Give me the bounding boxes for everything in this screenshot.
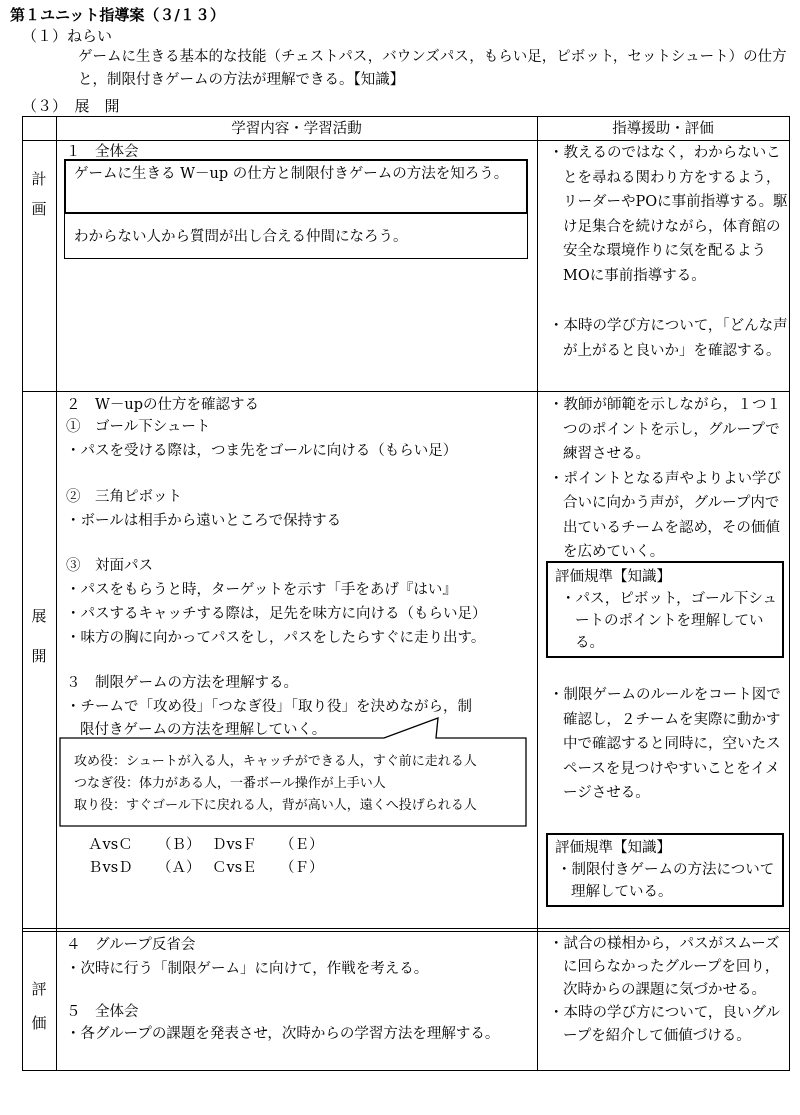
step-5-heading: ５ 全体会 (66, 1004, 139, 1020)
evaluation-criteria-1-text: ・パス，ピボット，ゴール下シュートのポイントを理解している。 (561, 591, 778, 651)
matchup-2-game-b: ＣvsＥ (212, 860, 257, 876)
develop-support-1 (549, 393, 789, 565)
section-development-heading: （３） 展 開 (22, 97, 120, 115)
drill-2-point: ・ボールは相手から遠いところで保持する (66, 513, 342, 529)
step-3-heading: ３ 制限ゲームの方法を理解する。 (66, 675, 298, 691)
drill-2-title: ② 三角ピボット (66, 489, 182, 505)
develop-support-item-2: ・ポイントとなる声やよりよい学び合いに向かう声が，グループ内で出ているチームを認め，その価値を広めていく。 (549, 470, 781, 560)
document-title: 第１ユニット指導案（３/１３） (10, 6, 225, 24)
role-attacker: 攻め役：シュートが入る人，キャッチができる人，すぐ前に走れる人 (74, 754, 477, 769)
goal-text: ゲームに生きる W－up の仕方と制限付きゲームの方法を知ろう。 (74, 166, 509, 182)
evaluation-criteria-1-title: 評価規準【知識】 (555, 569, 671, 585)
evaluation-criteria-2-text: ・制限付きゲームの方法について理解している。 (557, 862, 775, 900)
drill-3-point-1: ・パスをもらうと時，ターゲットを示す「手をあげ『はい』 (66, 582, 457, 598)
evaluate-support (549, 933, 789, 1048)
role-defender: 取り役：すぐゴール下に戻れる人，背が高い人，遠くへ投げられる人 (74, 798, 477, 813)
section-aim-heading: （１）ねらい (22, 27, 113, 45)
matchup-2-game-a: ＢvsＤ (88, 860, 133, 876)
phase-label-develop-2: 開 (31, 647, 47, 665)
column-header-activity: 学習内容・学習活動 (231, 121, 362, 137)
matchup-1-game-b: ＤvsＦ (212, 837, 257, 853)
aim-text: ゲームに生きる基本的な技能（チェストパス，バウンズパス，もらい足，ピボット，セットシュート）の仕方と，制限付きゲームの方法が理解できる。【知識】 (78, 49, 787, 88)
matchup-2-ref-a: （Ａ） (157, 860, 201, 876)
drill-3-title: ③ 対面パス (66, 558, 153, 574)
step-3-point-line-1: ・チームで「攻め役」「つなぎ役」「取り役」を決めながら，制 (66, 699, 472, 715)
drill-3-point-3: ・味方の胸に向かってパスをし，パスをしたらすぐに走り出す。 (66, 630, 486, 646)
plan-support-item-1: ・教えるのではなく，わからないことを尋ねる関わり方をするよう，リーダーやPOに事前指導する。駆け足集合を続けながら，体育館の安全な環境作りに気を配るようMOに事前指導する。 (549, 145, 788, 284)
step-3-point-line-2: 限付きゲームの方法を理解していく。 (80, 722, 327, 738)
drill-1-title: ① ゴール下シュート (66, 419, 211, 435)
step-5-point: ・各グループの課題を発表させ，次時からの学習方法を理解する。 (66, 1026, 500, 1042)
phase-label-plan-2: 画 (31, 200, 47, 218)
matchup-1-ref-b: （Ｅ） (280, 837, 324, 853)
develop-support-2: ・制限ゲームのルールをコート図で確認し，２チームを実際に動かす中で確認すると同時に，空いたスペースを見つけやすいことをイメージさせる。 (549, 687, 781, 801)
step-1-heading: １ 全体会 (66, 144, 139, 160)
drill-3-point-2: ・パスするキャッチする際は，足先を味方に向ける（もらい足） (66, 606, 487, 622)
column-header-support: 指導援助・評価 (612, 121, 714, 137)
sub-goal-text: わからない人から質問が出し合える仲間になろう。 (74, 229, 408, 245)
plan-support (549, 141, 789, 363)
develop-support-item-1: ・教師が師範を示しながら，１つ１つのポイントを示し，グループで練習させる。 (549, 397, 781, 462)
step-2-heading: ２ W－upの仕方を確認する (66, 397, 260, 413)
phase-label-evaluate-1: 評 (31, 980, 47, 998)
evaluate-support-item-1: ・試合の様相から，パスがスムーズに回らなかったグループを回り，次時からの課題に気づかせる。 (549, 936, 780, 998)
drill-1-point: ・パスを受ける際は，つま先をゴールに向ける（もらい足） (66, 443, 458, 459)
phase-label-evaluate-2: 価 (31, 1014, 47, 1032)
role-connector: つなぎ役：体力がある人，一番ボール操作が上手い人 (74, 776, 386, 791)
matchup-1-ref-a: （Ｂ） (157, 837, 201, 853)
step-4-heading: ４ グループ反省会 (66, 937, 196, 953)
evaluate-support-item-2: ・本時の学び方について，良いグループを紹介して価値づける。 (549, 1005, 780, 1044)
evaluation-criteria-2-title: 評価規準【知識】 (555, 840, 671, 856)
matchup-2-ref-b: （Ｆ） (280, 860, 324, 876)
phase-label-develop-1: 展 (31, 607, 47, 625)
step-4-point: ・次時に行う「制限ゲーム」に向けて，作戦を考える。 (66, 961, 429, 977)
matchup-1-game-a: ＡvsＣ (88, 837, 133, 853)
phase-label-plan-1: 計 (31, 170, 47, 188)
plan-support-item-2: ・本時の学び方について，「どんな声が上がると良いか」を確認する。 (549, 318, 788, 359)
